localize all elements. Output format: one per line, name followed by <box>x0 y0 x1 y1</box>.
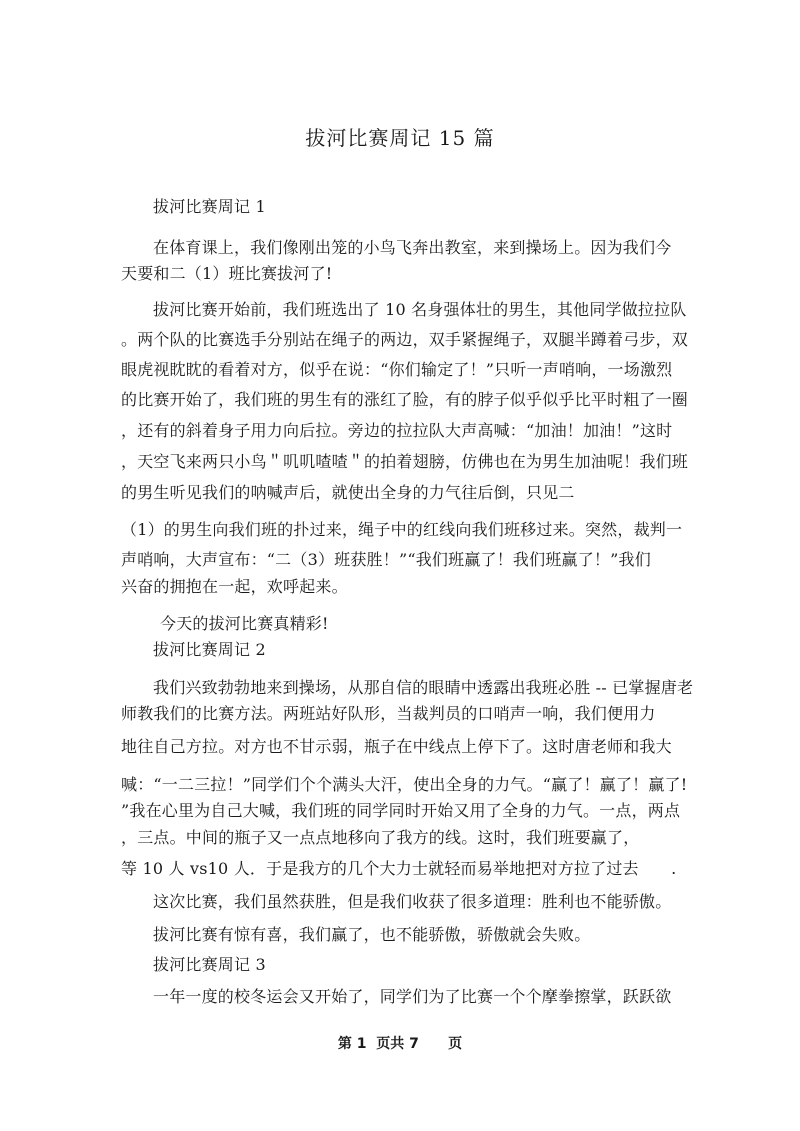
paragraph-line: 这次比赛，我们虽然获胜，但是我们收获了很多道理：胜利也不能骄傲。 <box>153 892 672 911</box>
paragraph-line: ”我在心里为自己大喊，我们班的同学同时开始又用了全身的力气。一点，两点 <box>121 801 681 820</box>
page-footer: 第 1 页共 7 页 <box>337 1036 463 1052</box>
paragraph-line: 我们兴致勃勃地来到操场，从那自信的眼睛中透露出我班必胜 -- 已掌握唐老 <box>153 678 694 697</box>
paragraph-line: 地往自己方拉。对方也不甘示弱，瓶子在中线点上停下了。这时唐老师和我大 <box>121 737 672 756</box>
paragraph-line: 等 10 人 vs10 人．于是我方的几个大力士就轻而易举地把对方拉了过去 . <box>121 859 677 878</box>
paragraph-line: 声哨响，大声宣布：“二（3）班获胜！”“我们班赢了！我们班赢了！”我们 <box>121 550 651 569</box>
paragraph-line: 天要和二（1）班比赛拔河了! <box>121 264 333 283</box>
paragraph-line: 拔河比赛有惊有喜，我们赢了，也不能骄傲，骄傲就会失败。 <box>153 925 591 944</box>
section-heading-3: 拔河比赛周记 3 <box>153 955 266 974</box>
paragraph-line: 拔河比赛开始前，我们班选出了 10 名身强体壮的男生，其他同学做拉拉队 <box>153 300 687 319</box>
section-heading-2: 拔河比赛周记 2 <box>153 640 266 659</box>
paragraph-line: 眼虎视眈眈的看着对方，似乎在说：“你们输定了！”只听一声哨响，一场激烈 <box>121 360 673 379</box>
paragraph-line: 。两个队的比赛选手分别站在绳子的两边，双手紧握绳子，双腿半蹲着弓步，双 <box>121 330 689 349</box>
paragraph-line: 的男生听见我们的呐喊声后，就使出全身的力气往后倒，只见二 <box>121 483 575 502</box>
paragraph-line: 喊：“一二三拉！”同学们个个满头大汗，使出全身的力气。“赢了！赢了！赢了! <box>121 775 688 794</box>
paragraph-line: ，三点。中间的瓶子又一点点地移向了我方的线。这时，我们班要赢了， <box>121 828 640 847</box>
paragraph-line: 兴奋的拥抱在一起，欢呼起来。 <box>121 577 348 596</box>
paragraph-line: 一年一度的校冬运会又开始了，同学们为了比赛一个个摩拳擦掌，跃跃欲 <box>153 987 672 1006</box>
paragraph-line: ，天空飞来两只小鸟＂叽叽喳喳＂的拍着翅膀，仿佛也在为男生加油呢！我们班 <box>121 452 689 471</box>
paragraph-line: （1）的男生向我们班的扑过来，绳子中的红线向我们班移过来。突然，裁判一 <box>121 520 683 539</box>
paragraph-line: 师教我们的比赛方法。两班站好队形，当裁判员的口哨声一响，我们便用力 <box>121 704 656 723</box>
paragraph-line: ，还有的斜着身子用力向后拉。旁边的拉拉队大声高喊：“加油！加油！”这时 <box>121 421 673 440</box>
paragraph-line: 的比赛开始了，我们班的男生有的涨红了脸，有的脖子似乎似乎比平时粗了一圈 <box>121 390 689 409</box>
section-heading-1: 拔河比赛周记 1 <box>153 197 266 216</box>
document-title: 拔河比赛周记 15 篇 <box>305 126 495 150</box>
paragraph-line: 在体育课上，我们像刚出笼的小鸟飞奔出教室，来到操场上。因为我们今 <box>153 238 672 257</box>
paragraph-line: 今天的拔河比赛真精彩! <box>160 614 329 633</box>
